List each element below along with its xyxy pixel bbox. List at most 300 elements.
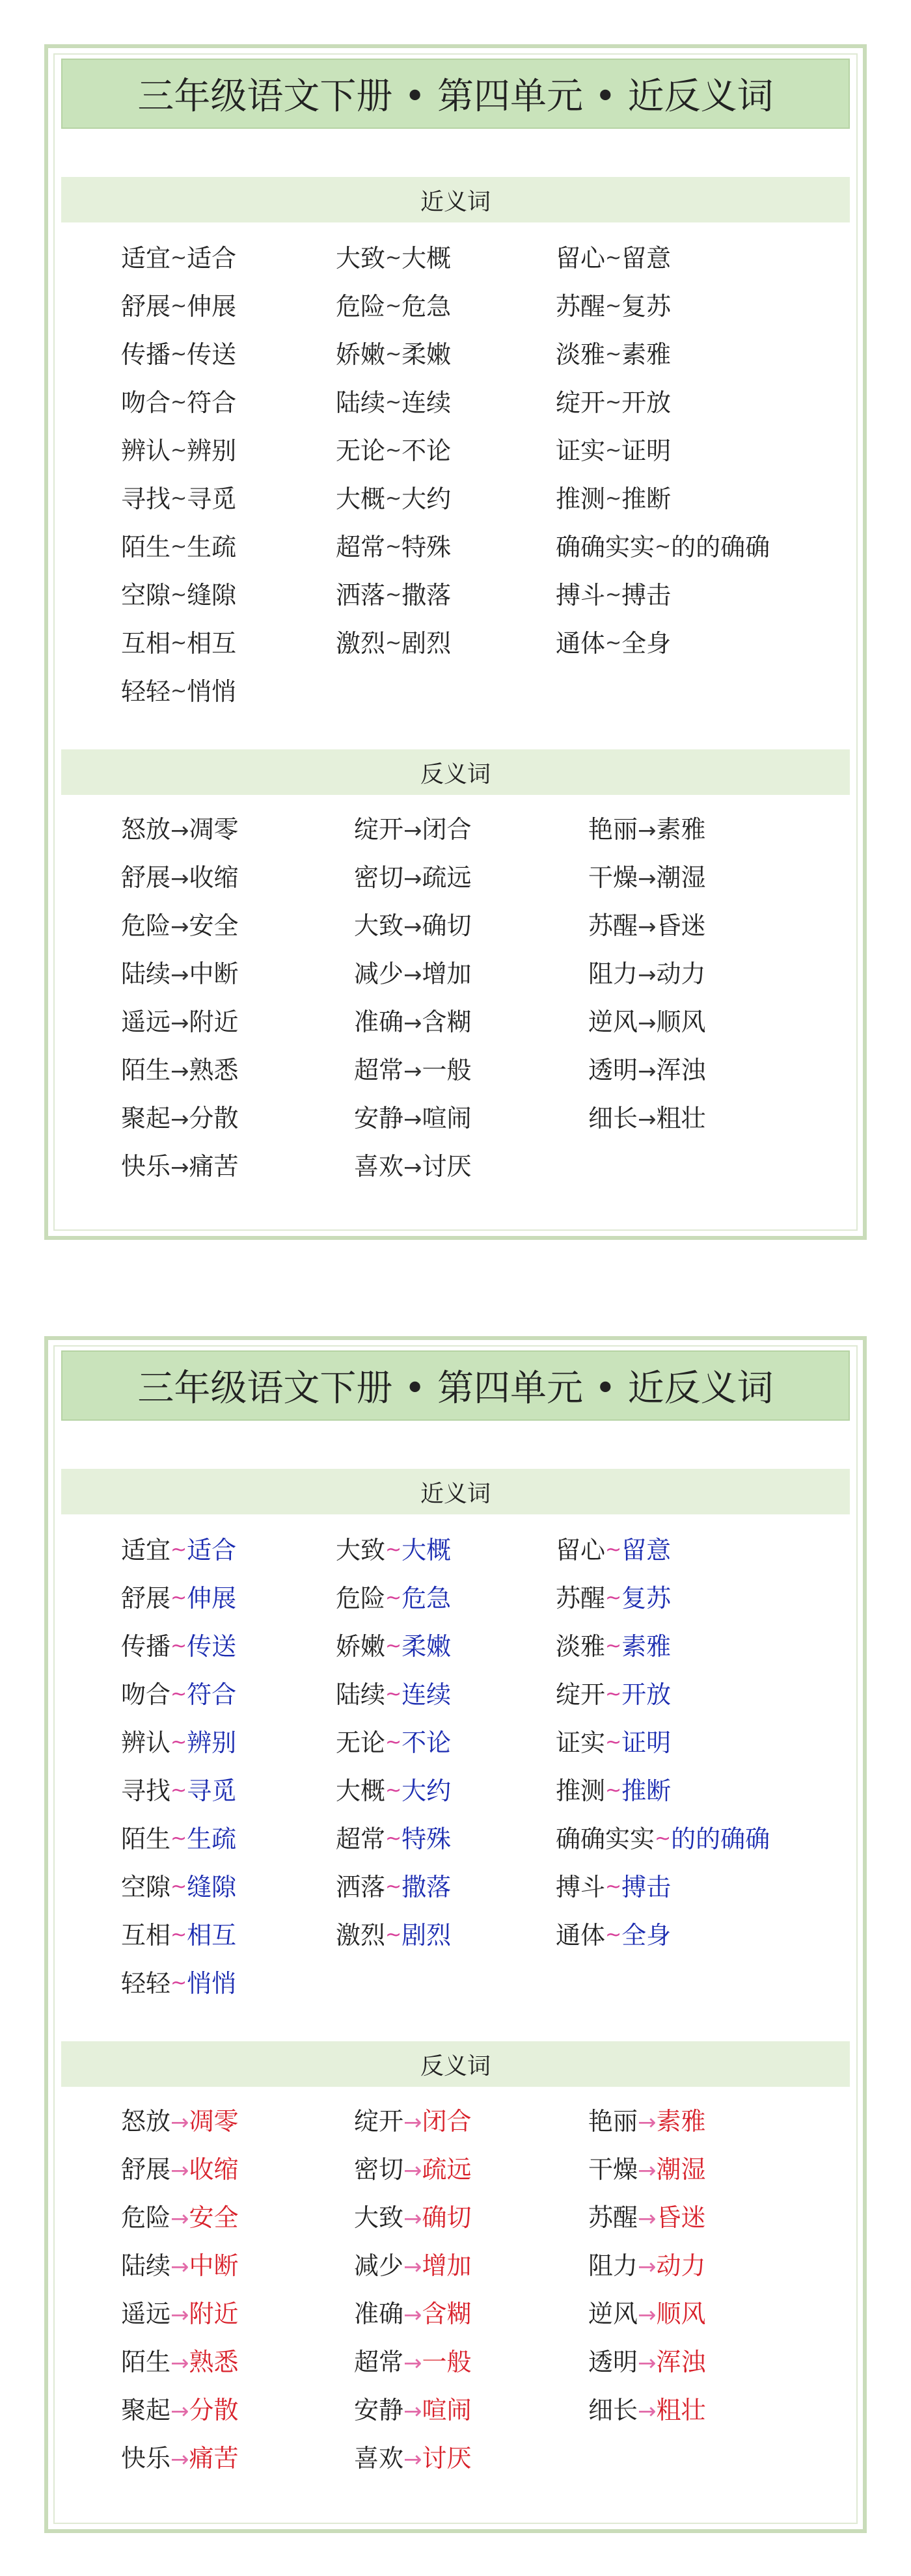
synonym-pair	[121, 427, 236, 475]
antonym-word: 分散	[189, 1104, 239, 1133]
antonym-word: 增加	[422, 959, 472, 988]
word: 推测	[556, 485, 606, 513]
arrow-separator: →	[170, 2398, 189, 2424]
synonym-word: 不论	[401, 436, 452, 465]
tilde-separator: ~	[605, 343, 622, 366]
arrow-separator: →	[403, 2350, 422, 2376]
tilde-separator: ~	[605, 391, 622, 414]
synonym-pair	[121, 1622, 236, 1670]
antonym-word: 顺风	[656, 1008, 706, 1036]
antonym-pair	[588, 2242, 706, 2290]
tilde-separator: ~	[385, 487, 402, 510]
antonym-pair	[121, 2194, 239, 2242]
synonym-pair	[121, 475, 236, 523]
antonym-pair	[354, 2434, 472, 2482]
tilde-separator: ~	[605, 584, 622, 606]
synonym-word: 相互	[187, 629, 237, 658]
synonym-pair	[121, 1526, 236, 1574]
synonym-pair	[336, 1815, 451, 1863]
antonym-pair	[121, 2242, 239, 2290]
arrow-separator: →	[403, 1058, 422, 1084]
tilde-separator: ~	[655, 535, 672, 558]
synonym-pair	[556, 1815, 770, 1863]
antonym-pair	[121, 2386, 239, 2434]
synonym-word: 危急	[401, 1584, 452, 1613]
tilde-separator: ~	[385, 391, 402, 414]
antonym-pair	[354, 853, 472, 902]
arrow-separator: →	[638, 2110, 657, 2136]
synonym-pair	[121, 571, 236, 619]
antonym-word: 确切	[422, 911, 472, 940]
antonym-pair	[588, 998, 706, 1046]
antonym-word: 闭合	[422, 2107, 472, 2136]
tilde-separator: ~	[605, 1538, 622, 1561]
tilde-separator: ~	[605, 247, 622, 269]
synonym-row	[48, 1526, 863, 1574]
word: 准确	[354, 1008, 404, 1036]
synonym-row	[48, 619, 863, 667]
word: 淡雅	[556, 340, 606, 369]
antonym-pair	[354, 2242, 472, 2290]
word: 准确	[354, 2300, 404, 2328]
synonym-row	[48, 1911, 863, 1959]
synonym-word: 剧烈	[401, 629, 452, 658]
tilde-separator: ~	[605, 1635, 622, 1657]
antonym-word: 熟悉	[189, 1056, 239, 1084]
arrow-separator: →	[170, 2350, 189, 2376]
word: 快乐	[121, 2444, 171, 2473]
tilde-separator: ~	[170, 1587, 187, 1609]
antonym-word: 中断	[189, 2251, 239, 2280]
tilde-separator: ~	[170, 439, 187, 462]
synonym-pair	[336, 1863, 451, 1911]
antonym-word: 顺风	[656, 2300, 706, 2328]
tilde-separator: ~	[170, 1875, 187, 1898]
antonym-word: 分散	[189, 2396, 239, 2424]
synonym-pair	[121, 1767, 236, 1815]
synonym-pair	[556, 427, 671, 475]
synonym-pair	[121, 1670, 236, 1719]
synonym-pair	[556, 1767, 671, 1815]
synonym-word: 不论	[401, 1728, 452, 1757]
antonyms-heading: 反义词	[61, 749, 850, 795]
synonym-word: 连续	[401, 388, 452, 417]
antonym-pair	[121, 2434, 239, 2482]
word: 留心	[556, 1536, 606, 1564]
synonym-pair	[121, 282, 236, 330]
tilde-separator: ~	[170, 295, 187, 317]
antonym-pair	[121, 2145, 239, 2194]
arrow-separator: →	[638, 2398, 657, 2424]
word: 证实	[556, 436, 606, 465]
synonym-pair	[336, 1767, 451, 1815]
antonym-pair	[588, 2097, 706, 2145]
word: 辨认	[121, 436, 171, 465]
synonym-pair	[556, 571, 671, 619]
antonym-word: 痛苦	[189, 2444, 239, 2473]
tilde-separator: ~	[170, 680, 187, 703]
synonym-word: 大约	[401, 485, 452, 513]
synonym-pair	[336, 1574, 451, 1622]
arrow-separator: →	[638, 2158, 657, 2184]
arrow-separator: →	[403, 914, 422, 940]
tilde-separator: ~	[605, 1731, 622, 1754]
word: 陌生	[121, 533, 171, 561]
worksheet-card-plain	[44, 44, 867, 1240]
word: 超常	[336, 1825, 386, 1853]
synonym-pair	[336, 475, 451, 523]
synonym-pair	[556, 1574, 671, 1622]
word: 空隙	[121, 581, 171, 610]
synonym-pair	[336, 571, 451, 619]
word: 激烈	[336, 1921, 386, 1950]
arrow-separator: →	[170, 962, 189, 988]
synonym-word: 证明	[621, 1728, 672, 1757]
tilde-separator: ~	[605, 439, 622, 462]
synonym-word: 留意	[621, 1536, 672, 1564]
synonym-word: 素雅	[621, 1632, 672, 1661]
antonym-pair	[588, 2386, 706, 2434]
tilde-separator: ~	[170, 584, 187, 606]
antonym-word: 一般	[422, 1056, 472, 1084]
synonym-word: 生疏	[187, 1825, 237, 1853]
word: 激烈	[336, 629, 386, 658]
synonym-word: 危急	[401, 292, 452, 321]
synonym-row	[48, 427, 863, 475]
synonym-pair	[121, 1911, 236, 1959]
synonym-word: 全身	[621, 629, 672, 658]
synonym-pair	[556, 330, 671, 379]
arrow-separator: →	[170, 1058, 189, 1084]
antonym-pair	[354, 1046, 472, 1094]
synonym-word: 剧烈	[401, 1921, 452, 1950]
arrow-separator: →	[403, 2398, 422, 2424]
antonym-pair	[121, 1046, 239, 1094]
antonym-row	[48, 998, 863, 1046]
antonym-word: 动力	[656, 2251, 706, 2280]
synonym-pair	[556, 475, 671, 523]
word: 搏斗	[556, 581, 606, 610]
word: 危险	[336, 1584, 386, 1613]
antonym-pair	[354, 2145, 472, 2194]
antonym-pair	[354, 2290, 472, 2338]
tilde-separator: ~	[170, 632, 187, 654]
synonym-pair	[121, 667, 236, 716]
word: 证实	[556, 1728, 606, 1757]
word: 搏斗	[556, 1873, 606, 1901]
antonym-word: 收缩	[189, 2155, 239, 2184]
antonym-row	[48, 1094, 863, 1142]
arrow-separator: →	[638, 818, 657, 844]
word: 推测	[556, 1777, 606, 1805]
synonym-pair	[121, 1574, 236, 1622]
word: 快乐	[121, 1152, 171, 1181]
synonym-pair	[336, 1622, 451, 1670]
antonym-word: 增加	[422, 2251, 472, 2280]
arrow-separator: →	[403, 818, 422, 844]
arrow-separator: →	[170, 866, 189, 892]
synonym-pair	[556, 379, 671, 427]
word: 陌生	[121, 1825, 171, 1853]
antonym-row	[48, 2338, 863, 2386]
synonym-word: 撒落	[401, 1873, 452, 1901]
antonym-word: 含糊	[422, 1008, 472, 1036]
synonym-row	[48, 475, 863, 523]
antonym-word: 凋零	[189, 2107, 239, 2136]
synonym-row	[48, 1959, 863, 2007]
synonym-pair	[556, 1526, 671, 1574]
synonym-word: 特殊	[401, 533, 452, 561]
word: 干燥	[588, 2155, 638, 2184]
word: 聚起	[121, 2396, 171, 2424]
synonym-pair	[336, 330, 451, 379]
antonym-word: 凋零	[189, 815, 239, 844]
word: 减少	[354, 959, 404, 988]
tilde-separator: ~	[605, 632, 622, 654]
arrow-separator: →	[638, 1058, 657, 1084]
antonym-word: 收缩	[189, 863, 239, 892]
synonym-word: 适合	[187, 244, 237, 273]
synonym-word: 伸展	[187, 292, 237, 321]
antonym-word: 潮湿	[656, 2155, 706, 2184]
arrow-separator: →	[403, 2206, 422, 2232]
antonym-pair	[121, 2097, 239, 2145]
word: 大致	[354, 911, 404, 940]
word: 娇嫩	[336, 340, 386, 369]
antonym-row	[48, 2194, 863, 2242]
synonym-row	[48, 1719, 863, 1767]
synonym-row	[48, 330, 863, 379]
antonym-pair	[354, 950, 472, 998]
antonym-pair	[588, 2338, 706, 2386]
synonym-row	[48, 1622, 863, 1670]
word: 留心	[556, 244, 606, 273]
tilde-separator: ~	[170, 1779, 187, 1802]
antonym-word: 附近	[189, 2300, 239, 2328]
synonym-word: 传送	[187, 340, 237, 369]
antonym-pair	[354, 1094, 472, 1142]
word: 洒落	[336, 1873, 386, 1901]
antonym-word: 疏远	[422, 2155, 472, 2184]
word: 陌生	[121, 1056, 171, 1084]
word: 大概	[336, 485, 386, 513]
synonym-pair	[556, 1911, 671, 1959]
tilde-separator: ~	[170, 1827, 187, 1850]
word: 超常	[354, 2348, 404, 2376]
word: 寻找	[121, 485, 171, 513]
tilde-separator: ~	[170, 1731, 187, 1754]
word: 密切	[354, 863, 404, 892]
tilde-separator: ~	[605, 487, 622, 510]
synonym-word: 的的确确	[671, 1825, 770, 1853]
antonym-word: 素雅	[656, 815, 706, 844]
synonym-pair	[336, 427, 451, 475]
word: 怒放	[121, 815, 171, 844]
synonym-row	[48, 1815, 863, 1863]
antonym-word: 附近	[189, 1008, 239, 1036]
synonym-pair	[336, 1526, 451, 1574]
synonym-word: 证明	[621, 436, 672, 465]
synonym-pair	[121, 234, 236, 282]
antonym-pair	[121, 998, 239, 1046]
word: 寻找	[121, 1777, 171, 1805]
arrow-separator: →	[170, 2206, 189, 2232]
tilde-separator: ~	[385, 247, 402, 269]
tilde-separator: ~	[385, 584, 402, 606]
synonym-word: 大概	[401, 1536, 452, 1564]
tilde-separator: ~	[170, 1538, 187, 1561]
tilde-separator: ~	[605, 1683, 622, 1706]
arrow-separator: →	[170, 2447, 189, 2473]
word: 遥远	[121, 1008, 171, 1036]
antonym-row	[48, 2145, 863, 2194]
tilde-separator: ~	[385, 632, 402, 654]
arrow-separator: →	[638, 866, 657, 892]
antonym-pair	[121, 853, 239, 902]
word: 通体	[556, 629, 606, 658]
arrow-separator: →	[170, 2110, 189, 2136]
synonym-word: 相互	[187, 1921, 237, 1950]
tilde-separator: ~	[385, 1538, 402, 1561]
word: 阻力	[588, 2251, 638, 2280]
arrow-separator: →	[638, 914, 657, 940]
antonym-pair	[354, 2386, 472, 2434]
word: 空隙	[121, 1873, 171, 1901]
synonym-pair	[121, 330, 236, 379]
word: 陆续	[121, 2251, 171, 2280]
word: 舒展	[121, 2155, 171, 2184]
word: 通体	[556, 1921, 606, 1950]
antonym-row	[48, 805, 863, 853]
synonym-word: 柔嫩	[401, 1632, 452, 1661]
arrow-separator: →	[638, 1107, 657, 1133]
synonym-word: 推断	[621, 1777, 672, 1805]
synonym-row	[48, 571, 863, 619]
word: 绽开	[354, 2107, 404, 2136]
synonym-pair	[556, 1719, 671, 1767]
synonym-word: 复苏	[621, 292, 672, 321]
word: 艳丽	[588, 2107, 638, 2136]
synonym-word: 缝隙	[187, 1873, 237, 1901]
arrow-separator: →	[638, 2206, 657, 2232]
synonym-pair	[556, 1670, 671, 1719]
antonym-word: 素雅	[656, 2107, 706, 2136]
antonym-pair	[354, 2338, 472, 2386]
antonym-word: 喧闹	[422, 2396, 472, 2424]
antonym-row	[48, 853, 863, 902]
antonym-pair	[121, 1094, 239, 1142]
synonym-word: 的的确确	[671, 533, 770, 561]
arrow-separator: →	[170, 2158, 189, 2184]
arrow-separator: →	[403, 866, 422, 892]
word: 细长	[588, 1104, 638, 1133]
antonym-word: 昏迷	[656, 911, 706, 940]
word: 互相	[121, 629, 171, 658]
tilde-separator: ~	[385, 1635, 402, 1657]
synonym-word: 开放	[621, 1680, 672, 1709]
word: 洒落	[336, 581, 386, 610]
word: 陆续	[336, 388, 386, 417]
antonym-pair	[121, 1142, 239, 1190]
word: 喜欢	[354, 2444, 404, 2473]
synonym-pair	[556, 523, 770, 571]
antonym-row	[48, 2242, 863, 2290]
synonym-pair	[336, 379, 451, 427]
word: 确确实实	[556, 533, 655, 561]
word: 大致	[336, 244, 386, 273]
antonym-pair	[354, 998, 472, 1046]
synonym-word: 特殊	[401, 1825, 452, 1853]
arrow-separator: →	[170, 914, 189, 940]
synonym-word: 素雅	[621, 340, 672, 369]
arrow-separator: →	[403, 2447, 422, 2473]
tilde-separator: ~	[605, 295, 622, 317]
arrow-separator: →	[170, 818, 189, 844]
antonym-row	[48, 902, 863, 950]
word: 吻合	[121, 388, 171, 417]
arrow-separator: →	[403, 2158, 422, 2184]
word: 逆风	[588, 2300, 638, 2328]
antonym-pair	[588, 2290, 706, 2338]
synonym-word: 推断	[621, 485, 672, 513]
synonym-word: 柔嫩	[401, 340, 452, 369]
tilde-separator: ~	[170, 535, 187, 558]
antonym-word: 安全	[189, 911, 239, 940]
synonym-word: 搏击	[621, 1873, 672, 1901]
antonym-pair	[354, 902, 472, 950]
word: 超常	[354, 1056, 404, 1084]
tilde-separator: ~	[385, 1924, 402, 1946]
word: 苏醒	[588, 2203, 638, 2232]
synonym-pair	[556, 282, 671, 330]
synonym-word: 悄悄	[187, 677, 237, 706]
word: 密切	[354, 2155, 404, 2184]
word: 超常	[336, 533, 386, 561]
antonym-row	[48, 1142, 863, 1190]
word: 透明	[588, 1056, 638, 1084]
tilde-separator: ~	[170, 1924, 187, 1946]
antonym-word: 中断	[189, 959, 239, 988]
antonym-row	[48, 2290, 863, 2338]
word: 轻轻	[121, 677, 171, 706]
antonym-pair	[354, 2194, 472, 2242]
antonym-pair	[121, 950, 239, 998]
word: 陌生	[121, 2348, 171, 2376]
synonym-pair	[556, 1622, 671, 1670]
tilde-separator: ~	[385, 535, 402, 558]
tilde-separator: ~	[605, 1875, 622, 1898]
word: 绽开	[556, 388, 606, 417]
antonym-word: 动力	[656, 959, 706, 988]
synonym-row	[48, 379, 863, 427]
tilde-separator: ~	[385, 1827, 402, 1850]
word: 危险	[121, 911, 171, 940]
tilde-separator: ~	[655, 1827, 672, 1850]
word: 危险	[336, 292, 386, 321]
word: 轻轻	[121, 1969, 171, 1998]
antonym-word: 潮湿	[656, 863, 706, 892]
word: 大致	[336, 1536, 386, 1564]
word: 陆续	[121, 959, 171, 988]
tilde-separator: ~	[170, 1683, 187, 1706]
word: 逆风	[588, 1008, 638, 1036]
tilde-separator: ~	[385, 1731, 402, 1754]
word: 传播	[121, 1632, 171, 1661]
antonym-row	[48, 1046, 863, 1094]
synonym-word: 撒落	[401, 581, 452, 610]
word: 细长	[588, 2396, 638, 2424]
word: 舒展	[121, 1584, 171, 1613]
